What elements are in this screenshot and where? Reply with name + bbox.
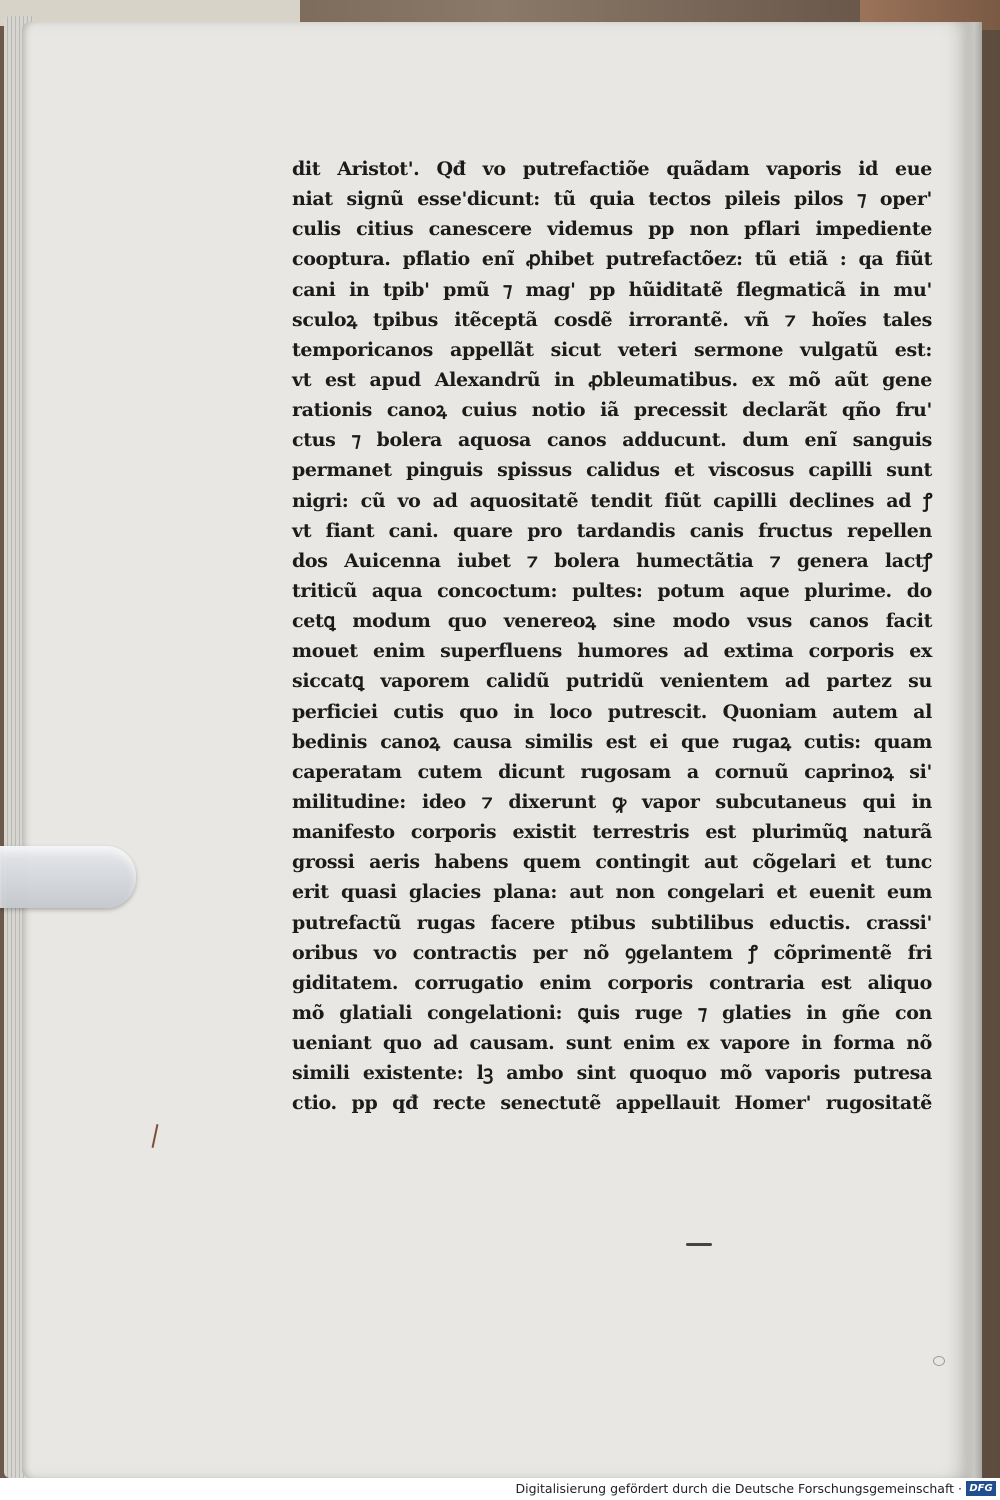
text-line: dit Aristot'. Qđ vo putrefactiõe quãdam vaporis id eue <box>292 158 932 180</box>
digitization-credit: Digitalisierung gefördert durch die Deutsche Forschungsgemeinschaft · <box>515 1481 962 1496</box>
text-line: simili existente: lꝫ ambo sint quoquo mõ vaporis putresa <box>292 1062 932 1085</box>
text-line: permanet pinguis spissus calidus et viscosus capilli sunt <box>292 459 932 482</box>
text-line: cooptura. pflatio enĩ ꝓhibet putrefactõez: tũ etiã : qa fiũt <box>292 248 932 271</box>
text-line: erit quasi glacies plana: aut non congelari et euenit eum <box>292 881 932 904</box>
text-line: oribus vo contractis per nõ ꝯgelantem ꝭ cõprimentẽ fri <box>292 941 932 964</box>
text-line: mouet enim superfluens humores ad extima corporis ex <box>292 640 932 663</box>
dfg-logo: DFG <box>966 1481 996 1496</box>
plastic-page-clip <box>0 846 136 908</box>
text-line: ctus ⁊ bolera aquosa canos adducunt. dum enĩ sanguis <box>292 429 932 452</box>
text-line: culis citius canescere videmus pp non pflari impediente <box>292 218 932 241</box>
stray-pencil-circle <box>933 1356 945 1366</box>
text-line: cetꝗ modum quo venereoꝝ sine modo vsus canos facit <box>292 610 932 633</box>
text-line: vt fiant cani. quare pro tardandis canis fructus repellen <box>292 519 932 542</box>
text-line: sculoꝝ tpibus itẽceptã cosdẽ irrorantẽ. vñ ⁊ hoĩes tales <box>292 308 932 331</box>
text-line: nigri: cũ vo ad aquositatẽ tendit fiũt capilli declines ad ꝭ <box>292 489 932 512</box>
footer-bar <box>0 1478 1000 1500</box>
text-line: cani in tpib' pmũ ⁊ mag' pp hũiditatẽ flegmaticã in mu' <box>292 278 932 301</box>
text-line: rationis canoꝝ cuius notio iã precessit declarãt qño fru' <box>292 399 932 422</box>
stray-ink-dash <box>686 1243 712 1246</box>
text-line: caperatam cutem dicunt rugosam a cornuũ caprinoꝝ si' <box>292 760 932 783</box>
text-line: perficiei cutis quo in loco putrescit. Quoniam autem al <box>292 700 932 723</box>
text-line: ctio. pp qđ recte senectutẽ appellauit Homer' rugositatẽ <box>292 1092 932 1115</box>
text-line: ueniant quo ad causam. sunt enim ex vapore in forma nõ <box>292 1032 932 1055</box>
text-line: putrefactũ rugas facere ptibus subtilibus eductis. crassi' <box>292 911 932 934</box>
text-line: triticũ aqua concoctum: pultes: potum aque plurime. do <box>292 579 932 602</box>
text-line: temporicanos appellãt sicut veteri sermone vulgatũ est: <box>292 338 932 361</box>
text-line: niat signũ esse'dicunt: tũ quia tectos pileis pilos ⁊ oper' <box>292 188 932 211</box>
text-line: grossi aeris habens quem contingit aut cõgelari et tunc <box>292 851 932 874</box>
text-line: militudine: ideo ⁊ dixerunt ꝙ vapor subcutaneus qui in <box>292 790 932 813</box>
text-line: siccatꝗ vaporem calidũ putridũ venientem ad partez su <box>292 670 932 693</box>
text-line: giditatem. corrugatio enim corporis contraria est aliquo <box>292 971 932 994</box>
text-line: bedinis canoꝝ causa similis est ei que rugaꝝ cutis: quam <box>292 730 932 753</box>
text-line: dos Auicenna iubet ⁊ bolera humectãtia ⁊ genera lactꝭ <box>292 549 932 572</box>
text-line: manifesto corporis existit terrestris est plurimũꝗ naturã <box>292 821 932 844</box>
text-line: mõ glatiali congelationi: ꝗuis ruge ⁊ glaties in gñe con <box>292 1001 932 1024</box>
text-line: vt est apud Alexandrũ in ꝓbleumatibus. ex mõ aũt gene <box>292 368 932 391</box>
text-block <box>292 154 932 1119</box>
